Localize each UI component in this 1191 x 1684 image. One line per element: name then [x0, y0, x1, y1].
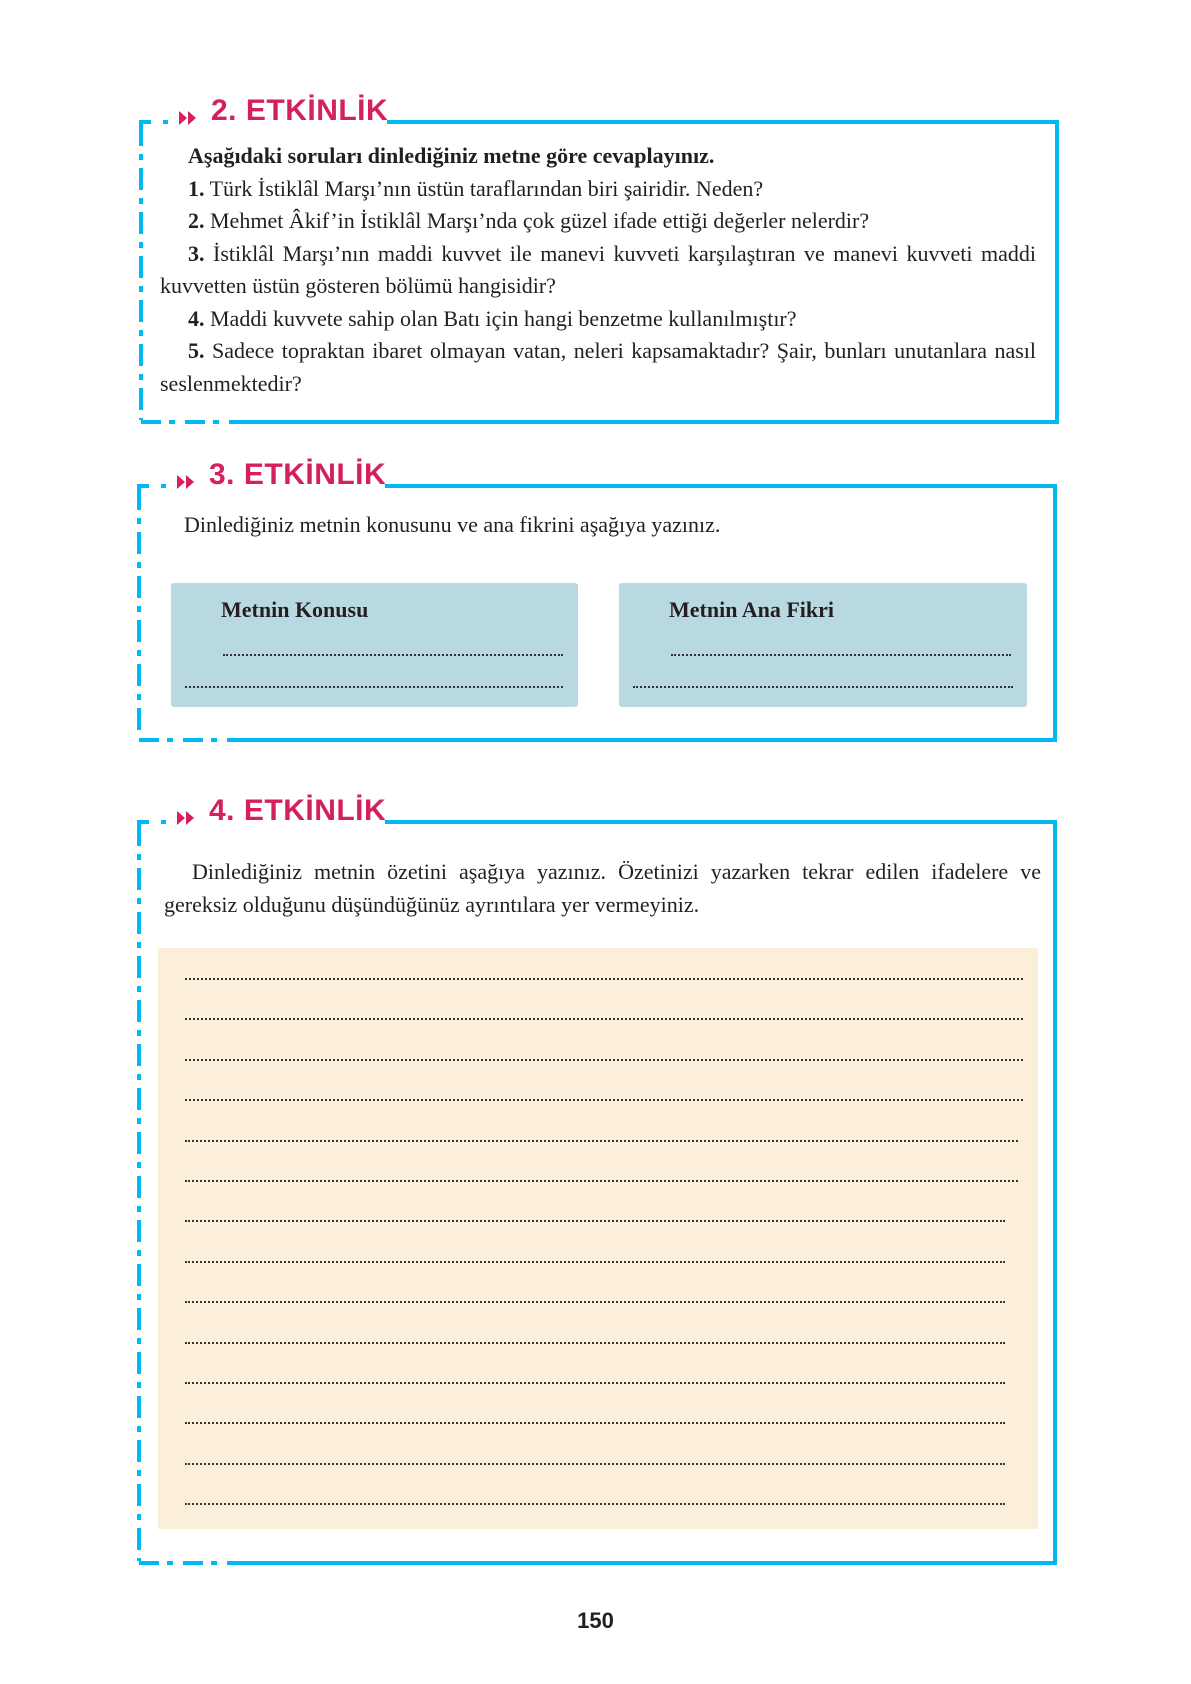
question: 2. Mehmet Âkif’in İstiklâl Marşı’nda çok güzel ifade ettiği değerler nelerdir? [188, 208, 870, 233]
activity-2-questions [160, 140, 1036, 400]
answer-line[interactable] [185, 1463, 1005, 1465]
answer-line[interactable] [185, 1261, 1005, 1263]
answer-line[interactable] [185, 1503, 1005, 1505]
topic-box[interactable]: Metnin Konusu [171, 583, 578, 707]
main-idea-box[interactable]: Metnin Ana Fikri [619, 583, 1027, 707]
answer-line[interactable] [633, 686, 1013, 688]
question: 3. İstiklâl Marşı’nın maddi kuvvet ile manevi kuvveti karşılaştıran ve manevi kuvveti maddi kuvvetten üstün gösteren bölümü hangisidir? [160, 240, 1036, 298]
answer-line[interactable] [185, 1342, 1005, 1344]
answer-line[interactable] [185, 1018, 1023, 1020]
activity-3-instruction: Dinlediğiniz metnin konusunu ve ana fikrini aşağıya yazınız. [184, 512, 721, 537]
page-number: 150 [577, 1608, 614, 1633]
summary-answer-area[interactable] [158, 948, 1038, 1529]
answer-line[interactable] [223, 654, 563, 656]
answer-line[interactable] [185, 1180, 1018, 1182]
answer-line[interactable] [185, 1099, 1023, 1101]
chevron-icon [188, 111, 196, 125]
question: 4. Maddi kuvvete sahip olan Batı için hangi benzetme kullanılmıştır? [188, 305, 797, 331]
answer-line[interactable] [185, 1382, 1005, 1384]
chevron-icon [186, 475, 194, 489]
answer-line[interactable] [185, 686, 563, 688]
answer-line[interactable] [185, 1422, 1005, 1424]
activity-title: 3. ETKİNLİK [209, 458, 387, 491]
question: 1. Türk İstiklâl Marşı’nın üstün taraflarından biri şairidir. Neden? [188, 175, 764, 201]
answer-line[interactable] [671, 654, 1011, 656]
chevron-icon [186, 811, 194, 825]
answer-line[interactable] [185, 1140, 1018, 1142]
answer-line[interactable] [185, 1059, 1023, 1061]
activity-title: 4. ETKİNLİK [209, 794, 387, 827]
answer-line[interactable] [185, 1220, 1005, 1222]
question: 5. Sadece topraktan ibaret olmayan vatan, neleri kapsamaktadır? Şair, bunları unutanlara nasıl seslenmektedir? [160, 338, 1036, 396]
answer-line[interactable] [185, 1301, 1005, 1303]
activity-4-instruction: Dinlediğiniz metnin özetini aşağıya yazınız. Özetinizi yazarken tekrar edilen ifadelere ve gereksiz olduğunu düşündüğünüz ayrıntılara yer vermeyiniz. [164, 859, 1041, 917]
chevron-icon [177, 811, 185, 825]
chevron-icon [177, 475, 185, 489]
instruction: Aşağıdaki soruları dinlediğiniz metne göre cevaplayınız. [188, 143, 715, 168]
chevron-icon [179, 111, 187, 125]
answer-line[interactable] [185, 978, 1023, 980]
activity-title: 2. ETKİNLİK [211, 94, 389, 127]
